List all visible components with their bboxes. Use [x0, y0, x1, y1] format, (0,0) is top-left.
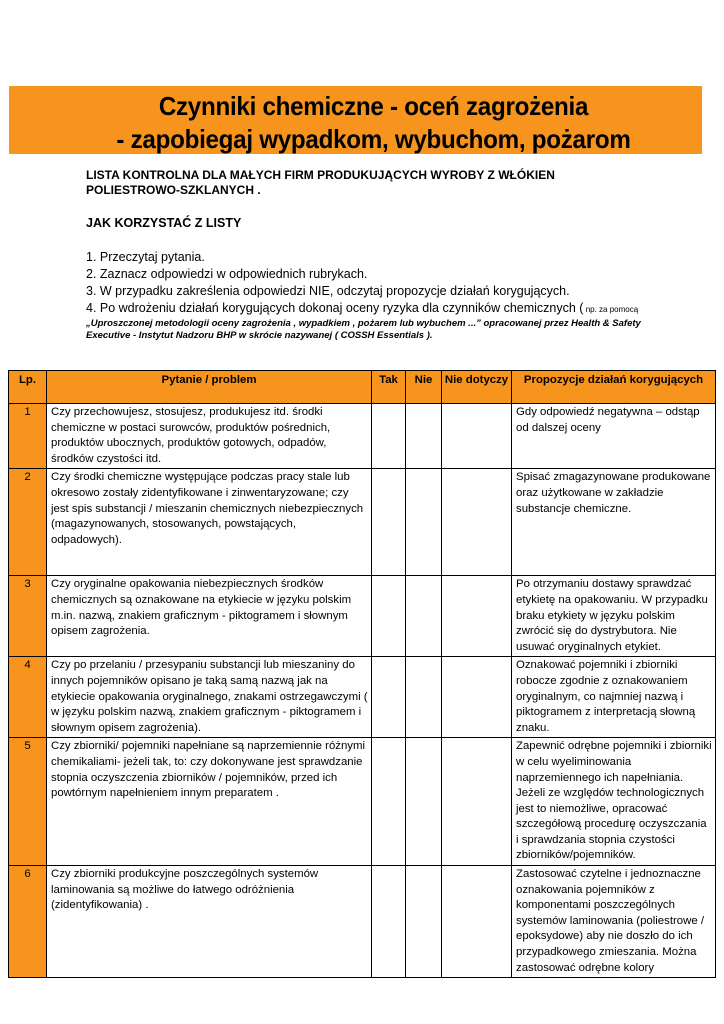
table-row [9, 404, 716, 469]
answer-no-cell[interactable] [406, 738, 442, 866]
header-yes: Tak [372, 371, 406, 404]
answer-yes-cell[interactable] [372, 866, 406, 978]
header-no: Nie [406, 371, 442, 404]
table-row [9, 657, 716, 738]
question-cell: Czy środki chemiczne występujące podczas pracy stale lub okresowo zostały zidentyfikowane i zinwentaryzowane; czy jest spis substancji / mieszanin chemicznych niebezpiecznych (magazynowanych, stosowanych, powstających, odpadowych). [47, 469, 372, 576]
instruction-step: 2. Zaznacz odpowiedzi w odpowiednich rubrykach. [86, 267, 368, 281]
instruction-steps [86, 249, 646, 318]
corrective-action-cell: Gdy odpowiedź negatywna – odstąp od dalszej oceny [512, 404, 716, 469]
answer-yes-cell[interactable] [372, 404, 406, 469]
answer-na-cell[interactable] [442, 469, 512, 576]
intro-section [86, 168, 646, 342]
row-number: 3 [9, 576, 47, 657]
table-row [9, 738, 716, 866]
howto-title: JAK KORZYSTAĆ Z LISTY [86, 216, 242, 230]
header-lp: Lp. [9, 371, 47, 404]
answer-na-cell[interactable] [442, 738, 512, 866]
row-number: 5 [9, 738, 47, 866]
answer-no-cell[interactable] [406, 469, 442, 576]
table-header-row [9, 371, 716, 404]
row-number: 6 [9, 866, 47, 978]
answer-na-cell[interactable] [442, 404, 512, 469]
header-not-applicable: Nie dotyczy [442, 371, 512, 404]
checklist-subheading: LISTA KONTROLNA DLA MAŁYCH FIRM PRODUKUJĄCYCH WYROBY Z WŁÓKIEN POLIESTROWO-SZKLANYCH . [86, 168, 555, 197]
title-banner [9, 86, 702, 154]
corrective-action-cell: Spisać zmagazynowane produkowane oraz użytkowane w zakładzie substancje chemiczne. [512, 469, 716, 576]
corrective-action-cell: Zapewnić odrębne pojemniki i zbiorniki w celu wyeliminowania naprzemiennego ich napełniania. Jeżeli ze względów technologicznych jest to niemożliwe, opracować szczegółową procedurę oczyszczania i sprawdzania stopnia czystości zbiorników/pojemników. [512, 738, 716, 866]
table-row [9, 469, 716, 576]
page-title-line-1: Czynniki chemiczne - oceń zagrożenia [158, 91, 589, 121]
instruction-step [86, 300, 646, 318]
answer-na-cell[interactable] [442, 657, 512, 738]
answer-na-cell[interactable] [442, 866, 512, 978]
table-row [9, 866, 716, 978]
header-corrective-actions: Propozycje działań korygujących [512, 371, 716, 404]
instruction-step-4-text: 4. Po wdrożeniu działań korygujących dokonaj oceny ryzyka dla czynników chemicznych ( [86, 301, 584, 315]
row-number: 4 [9, 657, 47, 738]
corrective-action-cell: Po otrzymaniu dostawy sprawdzać etykietę na opakowaniu. W przypadku braku etykiety w języku polskim zwrócić się do dystrybutora. Nie usuwać oryginalnych etykiet. [512, 576, 716, 657]
table-row [9, 576, 716, 657]
answer-no-cell[interactable] [406, 866, 442, 978]
answer-yes-cell[interactable] [372, 576, 406, 657]
question-cell: Czy przechowujesz, stosujesz, produkujesz itd. środki chemiczne w postaci surowców, produktów pośrednich, produktów ubocznych, produktów gotowych, odpadów, środków czystości itd. [47, 404, 372, 469]
corrective-action-cell: Oznakować pojemniki i zbiorniki robocze zgodnie z oznakowaniem oryginalnym, co najmniej nazwą i piktogramem z interpretacją słowną znaku. [512, 657, 716, 738]
row-number: 2 [9, 469, 47, 576]
answer-no-cell[interactable] [406, 404, 442, 469]
answer-yes-cell[interactable] [372, 738, 406, 866]
page-title-line-2: - zapobiegaj wypadkom, wybuchom, pożarom [116, 124, 631, 154]
instruction-step: 3. W przypadku zakreślenia odpowiedzi NIE, odczytaj propozycje działań korygujących. [86, 284, 570, 298]
corrective-action-cell: Zastosować czytelne i jednoznaczne oznakowania pojemników z komponentami poszczególnych systemów laminowania (poliestrowe / epoksydowe) aby nie doszło do ich przypadkowego zmieszania. Można zastosować odrębne kolory [512, 866, 716, 978]
answer-na-cell[interactable] [442, 576, 512, 657]
answer-yes-cell[interactable] [372, 469, 406, 576]
answer-no-cell[interactable] [406, 657, 442, 738]
question-cell: Czy oryginalne opakowania niebezpiecznych środków chemicznych są oznakowane na etykiecie w języku polskim m.in. nazwą, znakiem graficznym - piktogramem i słownym opisem zagrożenia. [47, 576, 372, 657]
header-question: Pytanie / problem [47, 371, 372, 404]
checklist-table [8, 370, 716, 978]
question-cell: Czy zbiorniki produkcyjne poszczególnych systemów laminowania są możliwe do łatwego odróżnienia (zidentyfikowania) . [47, 866, 372, 978]
instruction-step-4-small: np. za pomocą [583, 305, 639, 314]
answer-yes-cell[interactable] [372, 657, 406, 738]
methodology-note: „Uproszczonej metodologii oceny zagrożenia , wypadkiem , pożarem lub wybuchem ...” opracowanej przez Health & Safety Executive - Instytut Nadzoru BHP w skrócie nazywanej ( COSSH Essentials ). [86, 318, 641, 341]
question-cell: Czy po przelaniu / przesypaniu substancji lub mieszaniny do innych pojemników opisano je taką samą nazwą jak na etykiecie opakowania oryginalnego, znakami ostrzegawczymi ( w języku polskim nazwą, znakiem graficznym - piktogramem i słownym opisem zagrożenia). [47, 657, 372, 738]
instruction-step: 1. Przeczytaj pytania. [86, 250, 205, 264]
question-cell: Czy zbiorniki/ pojemniki napełniane są naprzemiennie różnymi chemikaliami- jeżeli tak, to: czy dokonywane jest sprawdzanie stopnia oczyszczenia zbiorników / pojemników, przed ich powtórnym napełnieniem innym preparatem . [47, 738, 372, 866]
answer-no-cell[interactable] [406, 576, 442, 657]
row-number: 1 [9, 404, 47, 469]
